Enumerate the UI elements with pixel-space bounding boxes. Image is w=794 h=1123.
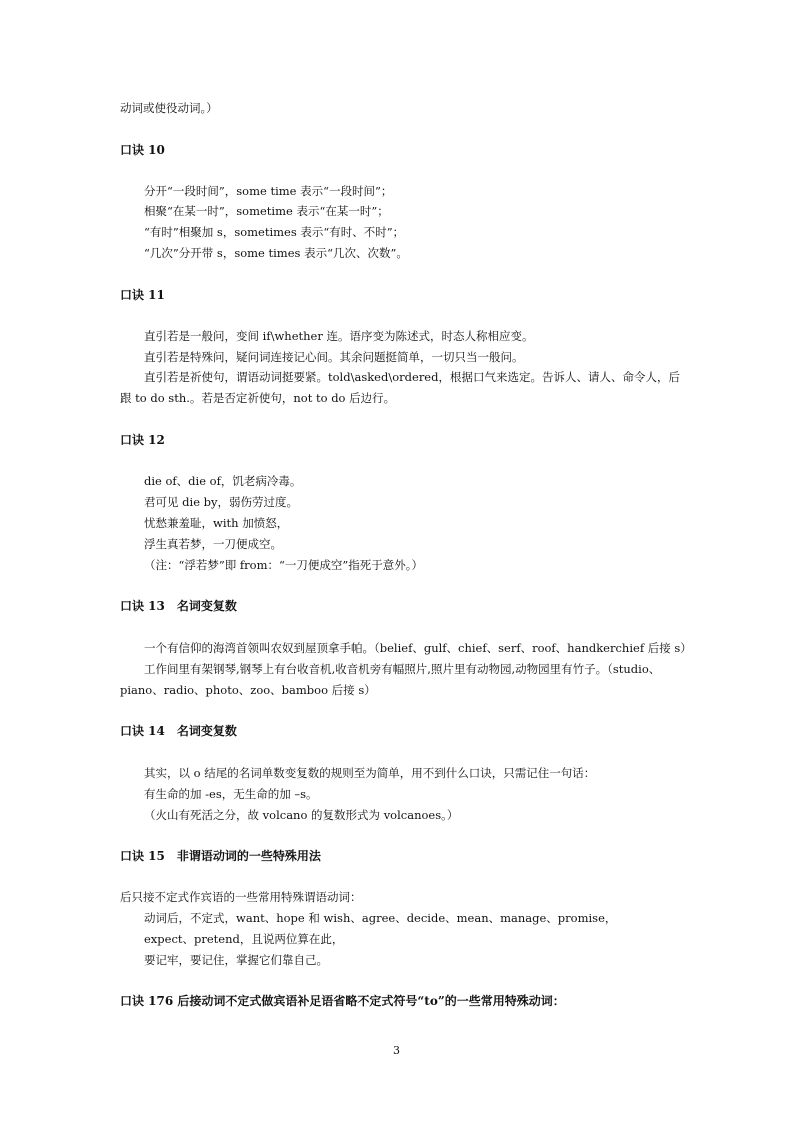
text-line: （火山有死活之分，故 volcano 的复数形式为 volcanoes。） xyxy=(144,808,459,822)
text-line: piano、radio、photo、zoo、bamboo 后接 s） xyxy=(120,683,376,697)
text-line: “有时”相聚加 s，sometimes 表示“有时、不时”； xyxy=(144,225,405,239)
text-line: 浮生真若梦，一刀便成空。 xyxy=(144,537,282,551)
text-line: 动词或使役动词。） xyxy=(120,101,218,115)
text-line: “几次”分开带 s，some times 表示“几次、次数”。 xyxy=(144,246,408,260)
text-line: 动词后，不定式，want、hope 和 wish、agree、decide、mean、manage、promise， xyxy=(144,911,617,925)
text-line: 直引若是祈使句，谓语动词挺要紧。told\asked\ordered，根据口气来选定。告诉人、请人、命令人，后 xyxy=(144,370,680,384)
text-line: 分开“一段时间”，some time 表示“一段时间”； xyxy=(144,184,393,198)
text-line: 君可见 die by，弱伤劳过度。 xyxy=(144,495,299,509)
section-heading: 口诀 12 xyxy=(120,433,165,447)
text-line: 一个有信仰的海湾首领叫农奴到屋顶拿手帕。（belief、gulf、chief、serf、roof、handkerchief 后接 s） xyxy=(144,641,692,655)
text-line: 要记牢，要记住，掌握它们靠自己。 xyxy=(144,953,328,967)
text-line: 后只接不定式作宾语的一些常用特殊谓语动词： xyxy=(120,890,362,904)
text-line: 相聚“在某一时”，sometime 表示“在某一时”； xyxy=(144,204,389,218)
text-line: 跟 to do sth.。若是否定祈使句，not to do 后边行。 xyxy=(120,391,396,405)
page-number: 3 xyxy=(393,1044,400,1057)
section-heading: 口诀 10 xyxy=(120,143,165,157)
section-heading: 口诀 14 名词变复数 xyxy=(120,724,237,738)
text-line: 工作间里有架钢琴,钢琴上有台收音机,收音机旁有幅照片,照片里有动物园,动物园里有竹子。（studio、 xyxy=(144,662,661,676)
text-line: 直引若是特殊问，疑问词连接记心间。其余问题挺简单，一切只当一般问。 xyxy=(144,350,524,364)
section-heading: 口诀 15 非谓语动词的一些特殊用法 xyxy=(120,849,321,863)
text-line: （注：“浮若梦”即 from：“一刀便成空”指死于意外。） xyxy=(144,558,424,572)
text-line: 忧愁兼羞耻，with 加愤怒， xyxy=(144,516,289,530)
text-line: 有生命的加 -es，无生命的加 –s。 xyxy=(144,787,318,801)
section-heading: 口诀 13 名词变复数 xyxy=(120,599,237,613)
text-line: expect、pretend，且说两位算在此， xyxy=(144,932,344,946)
section-heading: 口诀 11 xyxy=(120,288,165,302)
text-line: die of、die of，饥老病冷毒。 xyxy=(144,474,302,488)
text-line: 其实，以 o 结尾的名词单数变复数的规则至为简单，用不到什么口诀，只需记住一句话： xyxy=(144,766,596,780)
text-line: 直引若是一般问，变间 if\whether 连。语序变为陈述式，时态人称相应变。 xyxy=(144,329,534,343)
section-heading: 口诀 176 后接动词不定式做宾语补足语省略不定式符号“to”的一些常用特殊动词： xyxy=(120,994,565,1008)
